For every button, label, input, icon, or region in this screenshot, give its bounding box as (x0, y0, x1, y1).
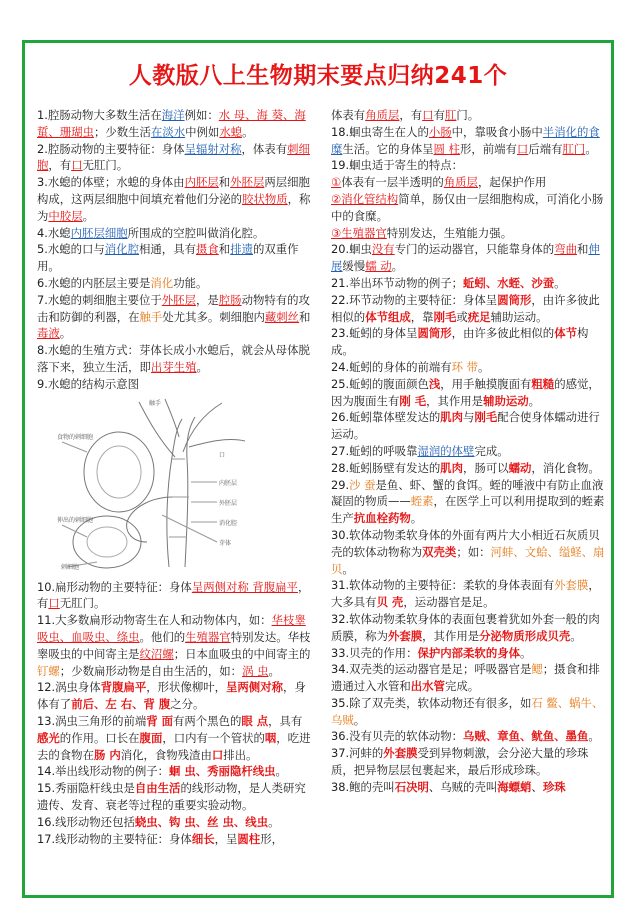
point-text: 10.扁形动物的主要特征：身体 (37, 579, 192, 594)
point-text: 生活。它的身体呈 (342, 141, 434, 156)
point-text: 和 (218, 242, 231, 257)
key-term: 口 (516, 141, 529, 156)
key-term: 伸展 (331, 242, 600, 274)
point-text: 19.蛔虫适于寄生的特点： (331, 158, 464, 173)
point-item (37, 763, 313, 780)
key-term: 角质层 (365, 108, 400, 122)
point-item (37, 225, 313, 242)
point-text: 38.鲍的壳叫 (331, 779, 395, 794)
point-text: 。 (585, 141, 597, 156)
point-item (37, 174, 313, 224)
key-term: 石决明 (394, 779, 429, 794)
key-term: 排遗 (230, 242, 253, 257)
point-text: 15.秀丽隐杆线虫是 (37, 781, 135, 796)
key-term: 沙 蚕 (349, 477, 376, 492)
point-item (37, 612, 313, 679)
point-text: 或 (456, 309, 468, 324)
point-text: 8.水螅的生殖方式：芽体长成小水螅后，就会从母体脱落下来，独立生活，即 (37, 343, 310, 374)
point-item (331, 157, 607, 174)
point-text: 14.举出线形动物的例子： (37, 764, 170, 779)
point-text: ，是 (195, 292, 219, 307)
diagram-label-extended-nematocyst: 伸出的刺细胞 (57, 516, 94, 524)
point-text: ，有 (48, 158, 72, 173)
point-text: 的感觉，因为腹面生有 (331, 376, 600, 408)
point-text: 。 (520, 645, 532, 660)
point-text: 的线形动物，是人类研究遗传、发育、衰老等过程的重要实验动物。 (37, 781, 306, 812)
key-term: 刺细胞 (37, 141, 310, 173)
point-text: 排出。 (223, 747, 258, 762)
point-item (331, 728, 607, 745)
key-term: 圆 柱 (433, 141, 460, 156)
point-text: 27.蚯蚓的呼吸靠 (331, 443, 418, 458)
key-term: 华枝睾吸虫、血吸虫、绦虫 (37, 613, 306, 644)
point-item (331, 376, 607, 410)
key-term: ① (331, 175, 342, 190)
point-item (331, 577, 607, 611)
key-term: 摄食 (195, 242, 219, 257)
diagram-label-bud: 芽体 (219, 539, 232, 547)
key-term: 蛭素 (410, 494, 434, 509)
point-text: 有 (433, 108, 445, 122)
point-item (331, 107, 607, 124)
point-text: 。 (342, 561, 354, 576)
point-text: ；少数扁形动物是自由生活的，如： (59, 663, 243, 678)
point-item (331, 241, 607, 275)
point-item (37, 679, 313, 713)
point-text: 32.软体动物柔软身体的表面包裹着犹如外套一般的肉质膜，称为 (331, 611, 600, 643)
key-term: 角质层 (443, 175, 478, 190)
key-term: 眼 点 (241, 713, 269, 728)
page-title: 人教版八上生物期末要点归纳241个 (128, 63, 508, 89)
diagram-label-tentacle: 触手 (149, 399, 162, 407)
key-term: 半消化的食糜 (331, 124, 600, 156)
point-text: 门。 (456, 108, 480, 122)
point-text: ；少数生活 (93, 124, 151, 139)
point-text: 26.蚯蚓靠体壁发达的 (331, 410, 441, 425)
point-text: 17.线形动物的主要特征：身体 (37, 831, 192, 846)
point-text: 缓慢 (342, 259, 366, 274)
point-text: 特别发达，生殖能力强。 (386, 225, 513, 240)
key-term: 内胚层 (184, 175, 219, 190)
point-text: ，由许多彼此相似的 (331, 292, 600, 324)
point-text: 构成。 (331, 326, 589, 358)
key-term: 触手 (139, 309, 163, 324)
point-text: 两层细胞构成，这两层细胞中间填充着他们分泌的 (37, 175, 310, 206)
point-item (331, 779, 607, 796)
key-term: 刚 毛 (399, 393, 427, 408)
point-item (331, 325, 607, 359)
point-text: 23.蚯蚓的身体呈 (331, 326, 418, 341)
key-term: 海螵蛸 (497, 779, 532, 794)
point-text: 20.蛔虫 (331, 242, 372, 257)
point-text: 31.软体动物的主要特征：柔软的身体表面有 (331, 578, 555, 593)
key-term: 口 (211, 747, 224, 762)
left-column (37, 107, 313, 847)
key-term: 纹沼螺 (139, 646, 174, 661)
key-term: 河蚌、文蛤、缢蛏、扇贝 (331, 544, 605, 576)
point-item (331, 527, 607, 577)
diagram-label-nematocyst: 刺细胞 (61, 563, 80, 571)
point-text: 和 (299, 309, 311, 324)
key-term: 出芽生殖 (150, 359, 197, 374)
point-text: 、 (531, 779, 543, 794)
point-text: 消化，食物残渣由 (120, 747, 212, 762)
point-text: ；日本血吸虫的中间寄主的 (173, 646, 311, 661)
point-text: 21.举出环节动物的例子； (331, 275, 464, 290)
point-text: ，有 (37, 579, 310, 611)
point-text: 。 (588, 729, 600, 744)
point-text: ，运动器官是足。 (403, 595, 495, 610)
key-term: 消化腔 (104, 242, 140, 257)
point-text: 9.水螅的结构示意图 (37, 376, 139, 391)
key-term: 珍珠 (542, 779, 566, 794)
key-term: 没有 (371, 242, 395, 257)
point-text: 中例如 (185, 124, 220, 139)
key-term: 肛门 (562, 141, 586, 156)
key-term: 环 带 (451, 359, 479, 374)
point-item (37, 780, 313, 814)
key-term: 弯曲 (554, 242, 577, 257)
point-text: ，具有 (268, 713, 303, 728)
point-text: 受到异物刺激，会分泌大量的珍珠质，把异物层层包裹起来，最后形成珍珠。 (331, 746, 589, 778)
point-text: 4.水螅 (37, 225, 71, 240)
key-term: 水螅 (219, 124, 243, 139)
point-text: 功能。 (173, 275, 208, 290)
point-text: 。 (268, 663, 280, 678)
diagram-label-endoderm: 内胚层 (219, 479, 238, 487)
key-term: 消化 (150, 275, 174, 290)
key-term: 出水管 (410, 679, 445, 694)
diagram-label-mouth: 口 (219, 451, 226, 459)
key-term: 生殖器官 (185, 629, 231, 644)
point-text: 36.没有贝壳的软体动物： (331, 729, 464, 744)
point-item (37, 292, 313, 342)
point-text: 之分。 (170, 697, 205, 712)
point-text: 配合使身体蠕动进行运动。 (331, 410, 600, 442)
point-item (331, 124, 607, 158)
key-term: 肛 (444, 108, 457, 122)
key-term: 自由生活 (134, 781, 181, 796)
key-term: 双壳类 (422, 544, 457, 559)
point-text: 和 (576, 242, 589, 257)
key-term: 蚯蚓、水蛭、沙蚕 (463, 275, 555, 290)
point-text: 。 (275, 764, 287, 779)
point-text: 35.除了双壳类，软体动物还有很多，如 (331, 695, 532, 710)
point-text: ，消化食物。 (531, 460, 600, 475)
point-text: 1.腔肠动物大多数生活在 (37, 108, 162, 122)
key-term: 中胶层 (48, 208, 83, 223)
point-item (37, 141, 313, 175)
point-text: 3.水螅的体壁；水螅的身体由 (37, 175, 185, 190)
point-text: 13.涡虫三角形的前端 (37, 713, 147, 728)
point-text: 。 (391, 259, 404, 274)
point-item (331, 409, 607, 443)
point-item (37, 579, 313, 613)
point-item (331, 477, 607, 527)
point-text: 。他们的 (139, 629, 186, 644)
point-item (331, 695, 607, 729)
key-term: 蠕动 (508, 460, 532, 475)
key-term: 前后、左 右、背 腹 (71, 697, 171, 712)
point-text: ，靠 (410, 309, 434, 324)
point-text: 。 (528, 393, 541, 408)
point-text: 的作用。口长在 (59, 730, 140, 745)
point-text: 33.贝壳的作用： (331, 645, 418, 660)
point-text: 5.水螅的口与 (37, 242, 105, 257)
point-text: 。 (353, 712, 366, 727)
point-text: ，大多具有 (331, 578, 600, 610)
key-term: 蛲虫、钩 虫、丝 虫、线虫 (134, 814, 269, 829)
point-text: 形，前端有 (459, 141, 517, 156)
key-term: 体节 (554, 326, 577, 341)
point-text: 12.涡虫身体 (37, 680, 101, 695)
key-term: 背腹扁平 (100, 680, 147, 695)
key-term: 外套膜 (383, 746, 418, 761)
point-text: 。 (82, 208, 94, 223)
point-text: 24.蚯蚓的身体的前端有 (331, 359, 452, 374)
point-text: 完成。 (444, 679, 480, 694)
key-term: 刚毛 (474, 410, 498, 425)
key-term: 海洋 (161, 108, 185, 122)
point-text: 30.软体动物柔软身体的外面有两片大小相近石灰质贝壳的软体动物称为 (331, 527, 600, 559)
point-text: 。 (570, 628, 582, 643)
key-term: ②消化管结构 (331, 191, 399, 206)
key-term: 呈两侧对称 背腹扁平 (191, 579, 298, 594)
point-item (37, 107, 313, 141)
point-item (37, 376, 313, 393)
key-term: 圆筒形 (417, 326, 452, 341)
point-text: 7.水螅的刺细胞主要位于 (37, 292, 162, 307)
point-text: 28.蚯蚓肠壁有发达的 (331, 460, 441, 475)
right-column (331, 107, 607, 796)
point-text: 专门的运动器官，只能靠身体的 (394, 242, 555, 257)
key-term: 背 面 (146, 713, 173, 728)
key-term: 呈两侧对称 (226, 680, 283, 695)
point-text: ；摄食和排遗通过入水管和 (331, 662, 600, 694)
key-term: 内胚层细胞 (70, 225, 128, 240)
key-term: ③生殖器官 (331, 225, 387, 240)
point-text: 体表有一层半透明的 (341, 175, 444, 190)
key-term: 粗糙 (531, 376, 555, 391)
key-term: 涡 虫 (242, 663, 269, 678)
point-item (331, 645, 607, 662)
point-text: 特别发达。华枝睾吸虫的中间寄主是 (37, 629, 311, 661)
diagram-label-ectoderm: 外胚层 (219, 499, 238, 507)
point-text: 25.蚯蚓的腹面颜色 (331, 376, 429, 391)
point-text: ，称为 (37, 191, 311, 223)
key-term: 肌肉 (440, 460, 464, 475)
point-text: 22.环节动物的主要特征：身体呈 (331, 292, 498, 307)
key-term: 鳃 (531, 662, 543, 677)
point-item (331, 191, 607, 225)
key-term: 腔肠 (218, 292, 242, 307)
key-term: 分泌物质形成贝壳 (479, 628, 571, 643)
key-term: 外套膜 (554, 578, 589, 593)
key-term: 疣足 (467, 309, 491, 324)
point-text: 的双重作用。 (37, 242, 299, 274)
point-text: ，肠可以 (463, 460, 509, 475)
point-text: 34.双壳类的运动器官是足；呼吸器官是 (331, 662, 532, 677)
point-text: 与 (463, 410, 475, 425)
point-text: 11.大多数扁形动物寄生在人和动物体内，如： (37, 613, 272, 628)
point-text: ，呈 (214, 831, 238, 846)
point-text: 无肛门。 (82, 158, 129, 173)
point-item (37, 713, 313, 763)
point-item (331, 443, 607, 460)
point-item (37, 831, 313, 848)
key-term: 毒液 (37, 326, 60, 341)
point-text: 和 (218, 175, 231, 190)
point-text: ，用手触摸腹面有 (440, 376, 532, 391)
point-text: ，有 (399, 108, 423, 122)
point-text: ，口内有一个管状的 (162, 730, 265, 745)
point-item (331, 460, 607, 477)
page-frame (22, 40, 614, 898)
key-term: 口 (422, 108, 434, 122)
point-text: 体表有 (331, 108, 366, 122)
key-term: 辅助运动 (483, 393, 529, 408)
point-item (37, 814, 313, 831)
point-text: 。 (59, 326, 72, 341)
point-text: ，其作用是 (422, 628, 480, 643)
point-text: 有两个黑色的 (173, 713, 242, 728)
key-term: 圆柱 (237, 831, 261, 846)
key-term: 细长 (191, 831, 215, 846)
point-text: 。 (268, 814, 280, 829)
point-text: ，身体有了 (37, 680, 306, 712)
point-text: ，吃进去的食物在 (37, 730, 311, 762)
key-term: 圆筒形 (497, 292, 532, 307)
key-term: 肠 内 (93, 747, 121, 762)
point-item (331, 359, 607, 376)
key-term: 石 鳖、蜗牛、乌贼 (331, 695, 604, 727)
key-term: 感光 (37, 730, 60, 745)
point-item (331, 745, 607, 779)
point-text: ，其作用是 (426, 393, 484, 408)
point-text: 16.线形动物还包括 (37, 814, 135, 829)
point-text: ，形状像柳叶， (146, 680, 227, 695)
hydra-structure-figure (57, 397, 257, 575)
point-item (331, 174, 607, 191)
point-text: 处尤其多。刺细胞内 (162, 309, 265, 324)
key-term: 呈辐射对称 (184, 141, 242, 156)
key-term: 抗血栓药物 (353, 511, 411, 526)
point-text: 29. (331, 477, 350, 492)
key-term: 小肠 (428, 124, 452, 139)
point-text: 后端有 (528, 141, 563, 156)
key-term: 贝 壳 (376, 595, 404, 610)
key-term: 体节组成 (365, 309, 411, 324)
diagram-label-cavity: 消化腔 (219, 519, 238, 527)
key-term: 外胚层 (230, 175, 265, 190)
key-term: 咽 (264, 730, 277, 745)
point-text: 简单，肠仅由一层细胞构成，可消化小肠中的食糜。 (331, 191, 604, 223)
diagram-label-food-nematocyst: 食物的刺细胞 (57, 433, 94, 441)
point-text: 。 (196, 359, 208, 374)
point-text: 6.水螅的内胚层主要是 (37, 275, 151, 290)
point-text: 形， (260, 831, 283, 846)
key-term: 外套膜 (387, 628, 423, 643)
key-term: 口 (71, 158, 83, 173)
key-term: 藏刺丝 (264, 309, 300, 324)
key-term: 水 母、海 葵、海蜇、珊瑚虫 (37, 108, 306, 139)
point-text: 。 (242, 124, 254, 139)
point-text: ；如： (456, 544, 491, 559)
point-text: 、乌贼的壳叫 (428, 779, 498, 794)
point-text: 18.蛔虫寄生在人的 (331, 124, 429, 139)
key-term: 蛔 虫、秀丽隐杆线虫 (169, 764, 276, 779)
hydra-diagram (57, 397, 257, 575)
point-text: 无肛门。 (59, 596, 106, 611)
key-term: 腹面 (139, 730, 163, 745)
point-text: 例如： (184, 108, 219, 122)
key-term: 外胚层 (161, 292, 196, 307)
point-item (331, 661, 607, 695)
point-item (331, 611, 607, 645)
point-item (37, 342, 313, 376)
point-item (331, 292, 607, 326)
point-text: 37.河蚌的 (331, 746, 384, 761)
key-term: 乌贼、章鱼、鱿鱼、墨鱼 (463, 729, 589, 744)
point-text: 是鱼、虾、蟹的食饵。蛭的唾液中有防止血液凝固的物质—— (331, 477, 604, 509)
point-text: 2.腔肠动物的主要特征：身体 (37, 141, 185, 156)
point-text: ，由许多彼此相似的 (451, 326, 555, 341)
point-text: 辅助运动。 (490, 309, 548, 324)
point-text: 所围成的空腔叫做消化腔。 (127, 225, 265, 240)
key-term: 口 (48, 596, 60, 611)
point-text: ，体表有 (241, 141, 288, 156)
point-text: 。 (478, 359, 490, 374)
point-item (37, 241, 313, 275)
point-text: 相通，具有 (139, 242, 196, 257)
key-term: 刚毛 (433, 309, 457, 324)
point-text: 中，靠吸食小肠中 (451, 124, 543, 139)
point-text: 动物特有的攻击和防御的利器，在 (37, 292, 310, 324)
point-item (331, 275, 607, 292)
key-term: 浅 (428, 376, 441, 391)
key-term: 钉螺 (37, 663, 60, 678)
point-text: ，起保护作用 (477, 175, 547, 190)
point-text: 。 (410, 511, 423, 526)
key-term: 保护内部柔软的身体 (417, 645, 520, 660)
key-term: 蠕 动 (365, 259, 392, 274)
key-term: 肌肉 (440, 410, 464, 425)
point-text: 完成。 (474, 443, 509, 458)
point-text: 。 (554, 275, 566, 290)
point-item (331, 225, 607, 242)
key-term: 湿润的体壁 (417, 443, 475, 458)
key-term: 胶状物质 (242, 191, 288, 206)
point-item (37, 275, 313, 292)
key-term: 在淡水 (150, 124, 186, 139)
point-text: ，在医学上可以利用提取到的蛭素生产 (331, 494, 605, 526)
